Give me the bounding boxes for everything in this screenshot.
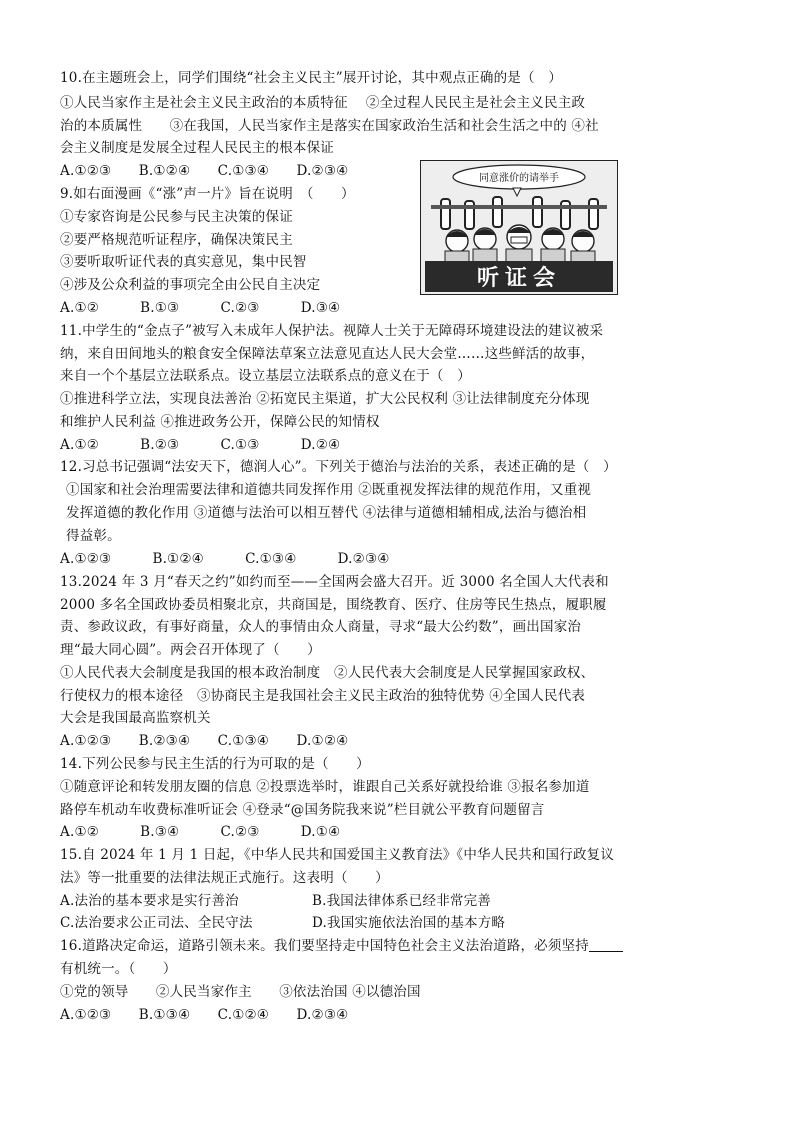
q10-line1: ①人民当家作主是社会主义民主政治的本质特征 ②全过程人民民主是社会主义民主政 [60, 95, 586, 111]
q14-options: A.①② B.③④ C.②③ D.①④ [60, 824, 341, 840]
q10-options: A.①②③ B.①②④ C.①③④ D.②③④ [60, 163, 349, 179]
q16-options: A.①②③ B.①③④ C.①②④ D.②③④ [60, 1007, 349, 1023]
q13-line2: 2000 多名全国政协委员相聚北京，共商国是，围绕教育、医疗、住房等民生热点，履职履 [60, 597, 607, 613]
q12-line1: 12.习总书记强调“法安天下，德润人心”。下列关于德治与法治的关系，表述正确的是（ ） [60, 459, 617, 475]
q13-options: A.①②③ B.②③④ C.①③④ D.①②④ [60, 733, 349, 749]
q9-options: A.①② B.①③ C.②③ D.③④ [60, 300, 341, 316]
q16-stem-text: 16.道路决定命运，道路引领未来。我们要坚持走中国特色社会主义法治道路，必须坚持 [60, 938, 589, 954]
cartoon-sign-text: 听证会 [476, 266, 562, 291]
q13-line3: 责、参政议政，有事好商量，众人的事情由众人商量，寻求“最大公约数”，画出国家治 [60, 619, 582, 635]
q15-option-c: C.法治要求公正司法、全民守法 [60, 915, 253, 931]
q16-line1 [60, 936, 623, 956]
q9-line3: ③要听取听证代表的真实意见，集中民智 [60, 254, 307, 270]
q11-line3: 来自一个个基层立法联系点。设立基层立法联系点的意义在于（ ） [60, 368, 471, 384]
q12-options: A.①②③ B.①②④ C.①③④ D.②③④ [60, 551, 390, 567]
q11-line4: ①推进科学立法，实现良法善治 ②拓宽民主渠道，扩大公民权利 ③让法律制度充分体现 [60, 391, 590, 407]
q11-line2: 纳，来自田间地头的粮食安全保障法草案立法意见直达人民大会堂……这些鲜活的故事， [60, 346, 595, 362]
q13-line1: 13.2024 年 3 月“春天之约”如约而至——全国两会盛大召开。近 3000 名全国人大代表和 [60, 574, 609, 590]
q12-line4: 得益彰。 [66, 528, 121, 544]
q16-line2: 有机统一。（ ） [60, 961, 177, 977]
q15-line1: 15.自 2024 年 1 月 1 日起，《中华人民共和国爱国主义教育法》《中华人民共和国行政复议 [60, 847, 615, 863]
q9-line2: ②要严格规范听证程序，确保决策民主 [60, 232, 293, 248]
q13-line6: 行使权力的根本途径 ③协商民主是我国社会主义民主政治的独特优势 ④全国人民代表 [60, 688, 586, 704]
q9-stem: 9.如右面漫画《“涨”声一片》旨在说明 （ ） [60, 186, 355, 202]
q11-line5: 和维护人民利益 ④推进政务公开，保障公民的知情权 [60, 414, 380, 430]
q14-line1: 14.下列公民参与民主生活的行为可取的是（ ） [60, 756, 370, 772]
q15-option-a: A.法治的基本要求是实行善治 [60, 893, 239, 909]
q10-line3: 会主义制度是发展全过程人民民主的根本保证 [60, 140, 334, 156]
q10-stem: 10.在主题班会上，同学们围绕“社会主义民主”展开讨论，其中观点正确的是（ ） [60, 70, 563, 86]
q12-line2: ①国家和社会治理需要法律和道德共同发挥作用 ②既重视发挥法律的规范作用，又重视 [66, 482, 592, 498]
q16-line3: ①党的领导 ②人民当家作主 ③依法治国 ④以德治国 [60, 984, 421, 1000]
q11-options: A.①② B.②③ C.①③ D.②④ [60, 437, 341, 453]
q15-option-b: B.我国法律体系已经非常完善 [312, 893, 492, 909]
q14-line2: ①随意评论和转发朋友圈的信息 ②投票选举时，谁跟自己关系好就投给谁 ③报名参加道 [60, 779, 590, 795]
q9-line1: ①专家咨询是公民参与民主决策的保证 [60, 209, 293, 225]
cartoon-bubble-text: 同意涨价的请举手 [479, 173, 559, 184]
q10-line2: 治的本质属性 ③在我国，人民当家作主是落实在国家政治生活和社会生活之中的 ④社 [60, 118, 599, 134]
q15-line2: 法》等一批重要的法律法规正式施行。这表明（ ） [60, 870, 389, 886]
q13-line4: 理“最大同心圆”。两会召开体现了（ ） [60, 642, 321, 658]
q11-line1: 11.中学生的“金点子”被写入未成年人保护法。视障人士关于无障碍环境建设法的建议被采 [60, 323, 604, 339]
q9-line4: ④涉及公众利益的事项完全由公民自主决定 [60, 277, 321, 293]
q15-option-d: D.我国实施依法治国的基本方略 [312, 915, 506, 931]
hearing-cartoon [420, 160, 618, 295]
q16-blank [589, 937, 623, 952]
q14-line3: 路停车机动车收费标准听证会 ④登录“@国务院我来说”栏目就公平教育问题留言 [60, 802, 545, 818]
q13-line7: 大会是我国最高监察机关 [60, 710, 211, 726]
q13-line5: ①人民代表大会制度是我国的根本政治制度 ②人民代表大会制度是人民掌握国家政权、 [60, 665, 595, 681]
q12-line3: 发挥道德的教化作用 ③道德与法治可以相互替代 ④法律与道德相辅相成,法治与德治相 [66, 505, 587, 521]
